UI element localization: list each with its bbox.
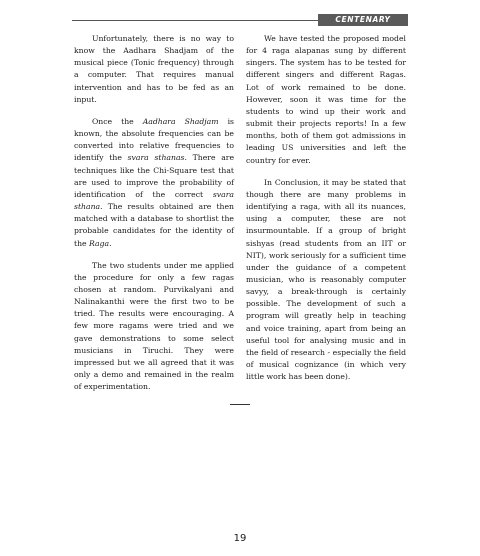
- left-p1-text: Unfortunately, there is no way to know the Aadhara Shadjam of the musical piece (Tonic frequency) through a computer. That requires manual intervention and has to be fed as an input.: [74, 34, 234, 104]
- left-paragraph-2: [74, 116, 234, 250]
- left-p2-text-e: . There are techniques like the Chi-Square test that are used to improve the probability of identification of the correct: [74, 153, 235, 199]
- left-p2-text-a: Once the: [92, 116, 143, 126]
- left-column: [74, 33, 234, 403]
- left-p2-italic-aadhara: Aadhara Shadjam: [142, 116, 219, 126]
- left-paragraph-1: [74, 33, 234, 106]
- right-column: [246, 33, 406, 393]
- end-of-article-rule: [230, 404, 250, 405]
- left-p2-text-i: .: [109, 238, 112, 248]
- right-p1-text: We have tested the proposed model for 4 raga alapanas sung by different singers. The system has to be tested for different singers and different Ragas. Lot of work remained to be done. However, soon it was time for the students to wind up their work and submit their projects reports! In a few months, both of them got admissions in leading US universities and left the country for ever.: [246, 34, 406, 165]
- header-badge: CENTENARY SOUVENIR: [318, 14, 408, 26]
- left-paragraph-3: [74, 260, 234, 394]
- right-p2-text: In Conclusion, it may be stated that though there are many problems in identifying a raga, with all its nuances, using a computer, these are not insurmountable. If a group of bright sishyas (read students from an IIT or NIT), work seriously for a sufficient time under the guidance of a competent musician, who is reasonably computer savyy, a break-through is certainly possible. The development of such a program will greatly help in teaching and voice training, apart from being an useful tool for analysing music and in the field of research - especially the field of musical cognizance (in which very little work has been done).: [246, 177, 406, 382]
- left-p2-italic-svara-sthana: svara sthana: [74, 189, 234, 212]
- left-p2-italic-svara-sthanas: svara sthanas: [127, 153, 185, 163]
- page-number: 19: [233, 533, 247, 544]
- left-p3-text: The two students under me applied the procedure for only a few ragas chosen at random. Purvikalyani and Nalinakanthi were the first two to be tried. The results were encouraging. A few more ragams were tried and we gave demonstrations to some select musicians in Tiruchi. They were impressed but we all agreed that it was only a demo and remained in the realm of experimentation.: [74, 260, 234, 392]
- right-paragraph-2: [246, 177, 406, 384]
- left-p2-text-g: . The results obtained are then matched with a database to shortlist the probable candidates for the identity of the: [74, 202, 234, 248]
- left-p2-text-c: is known, the absolute frequencies can be converted into relative frequencies to identify the: [74, 116, 234, 163]
- left-p2-italic-raga: Raga: [89, 238, 110, 248]
- right-paragraph-1: [246, 33, 406, 167]
